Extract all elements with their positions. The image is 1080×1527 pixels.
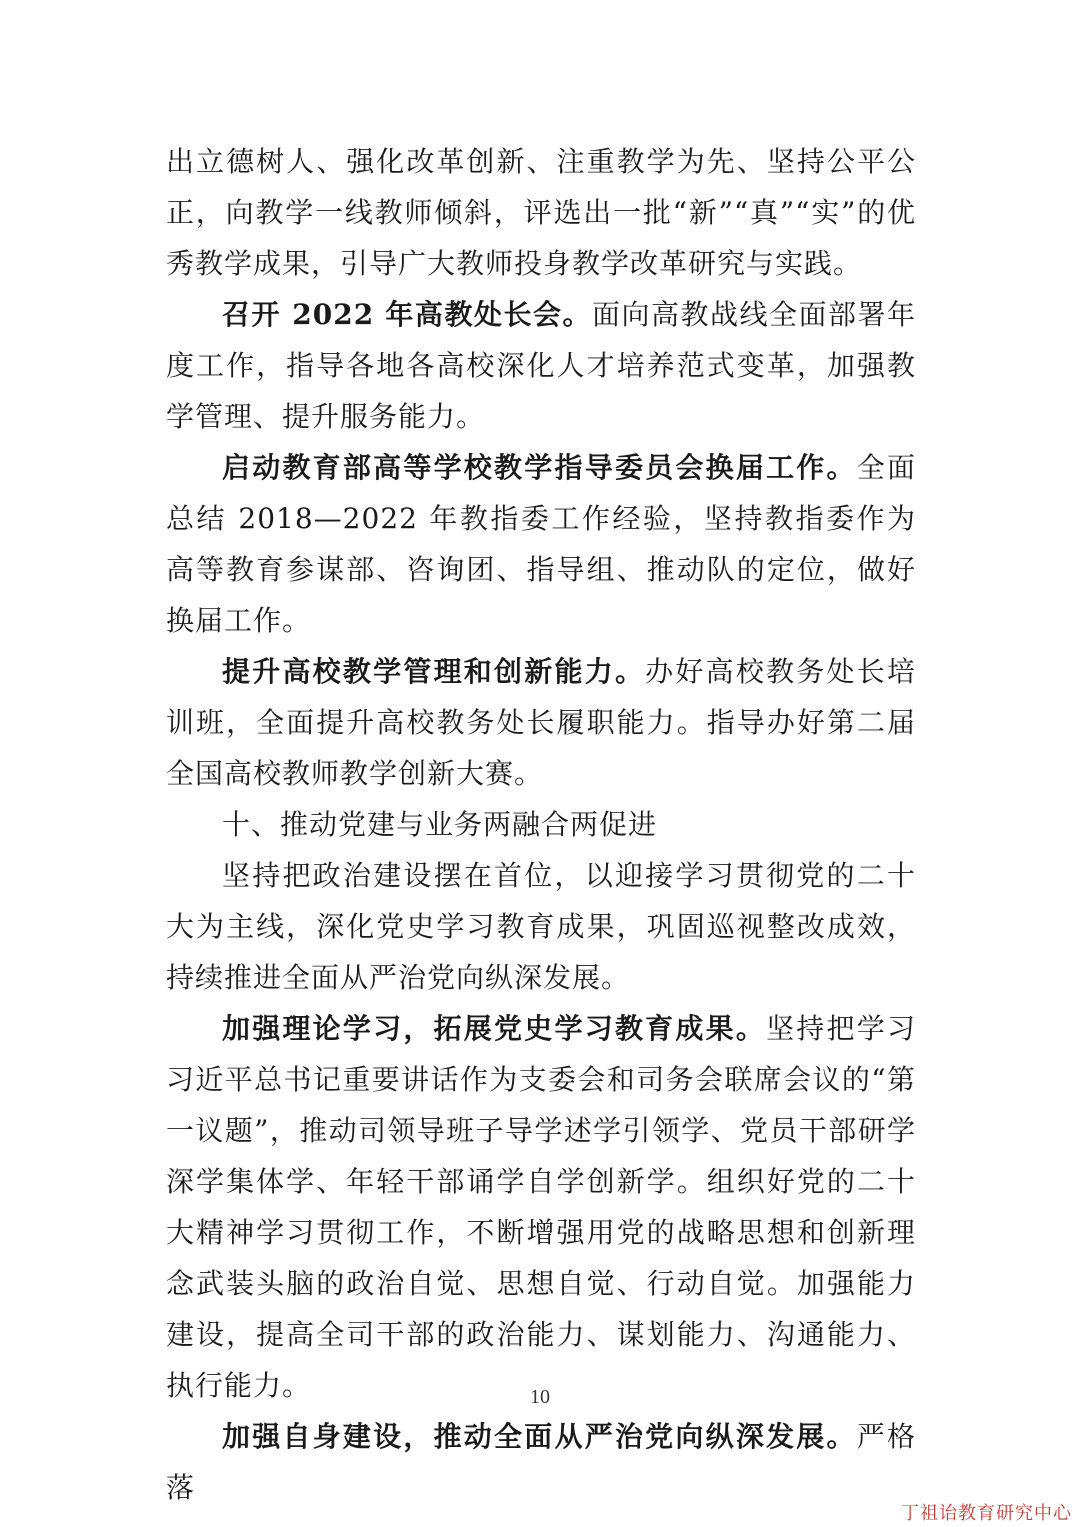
document-body: [166, 136, 916, 1513]
paragraph-continuation: [166, 136, 916, 289]
paragraph-text: 面向高教战线全面部署年度工作，指导各地各高校深化人才培养范式变革，加强教学管理、提升服务能力。: [166, 298, 916, 433]
paragraph-lead: 启动教育部高等学校教学指导委员会换届工作。: [222, 451, 857, 484]
page-number: 10: [530, 1386, 550, 1408]
paragraph-theory: [166, 1003, 916, 1411]
paragraph-text: 坚持把政治建设摆在首位，以迎接学习贯彻党的二十大为主线，深化党史学习教育成果，巩固巡视整改成效，持续推进全面从严治党向纵深发展。: [166, 859, 916, 994]
paragraph-management: [166, 646, 916, 799]
paragraph-text: 办好高校教务处长培训班，全面提升高校教务处长履职能力。指导办好第二届全国高校教师教学创新大赛。: [166, 655, 916, 790]
section-heading: 十、推动党建与业务两融合两促进: [222, 808, 658, 841]
paragraph-conference: [166, 289, 916, 442]
paragraph-self-building: [166, 1411, 916, 1513]
paragraph-intro: [166, 850, 916, 1003]
paragraph-text: 严格落: [166, 1420, 916, 1504]
paragraph-text: 全面总结 2018—2022 年教指委工作经验，坚持教指委作为高等教育参谋部、咨询团、指导组、推动队的定位，做好换届工作。: [166, 451, 916, 637]
paragraph-lead: 加强理论学习，拓展党史学习教育成果。: [222, 1012, 767, 1045]
paragraph-lead: 召开 2022 年高教处长会。: [222, 298, 592, 331]
paragraph-lead: 提升高校教学管理和创新能力。: [222, 655, 646, 688]
watermark-text: 丁祖诒教育研究中心: [901, 1503, 1072, 1524]
paragraph-lead: 加强自身建设，推动全面从严治党向纵深发展。: [222, 1420, 857, 1453]
paragraph-text: 出立德树人、强化改革创新、注重教学为先、坚持公平公正，向教学一线教师倾斜，评选出一批“新”“真”“实”的优秀教学成果，引导广大教师投身教学改革研究与实践。: [166, 145, 916, 280]
paragraph-text: 坚持把学习习近平总书记重要讲话作为支委会和司务会联席会议的“第一议题”，推动司领导班子导学述学引领学、党员干部研学深学集体学、年轻干部诵学自学创新学。组织好党的二十大精神学习贯彻工作，不断增强用党的战略思想和创新理念武装头脑的政治自觉、思想自觉、行动自觉。加强能力建设，提高全司干部的政治能力、谋划能力、沟通能力、执行能力。: [166, 1012, 916, 1402]
paragraph-committee: [166, 442, 916, 646]
